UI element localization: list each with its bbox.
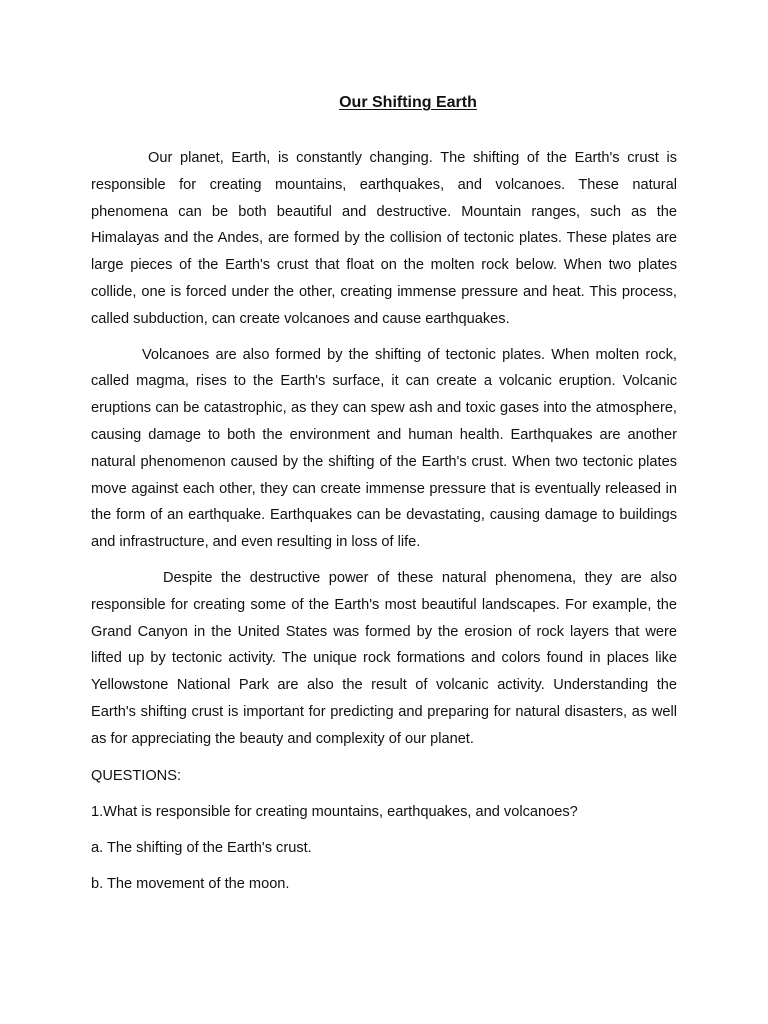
- document-body: [91, 145, 677, 897]
- paragraph-1: Our planet, Earth, is constantly changing. The shifting of the Earth's crust is responsible for creating mountains, earthquakes, and volcanoes. These natural phenomena can be both beautiful and destructive. Mountain ranges, such as the Himalayas and the Andes, are formed by the collision of tectonic plates. These plates are large pieces of the Earth's crust that float on the molten rock below. When two plates collide, one is forced under the other, creating immense pressure and heat. This process, called subduction, can create volcanoes and cause earthquakes.: [91, 150, 677, 327]
- paragraph-3: Despite the destructive power of these natural phenomena, they are also responsible for creating some of the Earth's most beautiful landscapes. For example, the Grand Canyon in the United States was formed by the erosion of rock layers that were lifted up by tectonic activity. The unique rock formations and colors found in places like Yellowstone National Park are also the result of volcanic activity. Understanding the Earth's shifting crust is important for predicting and preparing for natural disasters, as well as for appreciating the beauty and complexity of our planet.: [91, 569, 677, 747]
- paragraph-2: Volcanoes are also formed by the shifting of tectonic plates. When molten rock, called magma, rises to the Earth's surface, it can create a volcanic eruption. Volcanic eruptions can be catastrophic, as they can spew ash and toxic gases into the atmosphere, causing damage to both the environment and human health. Earthquakes are another natural phenomenon caused by the shifting of the Earth's crust. When two tectonic plates move against each other, they can create immense pressure that is eventually released in the form of an earthquake. Earthquakes can be devastating, causing damage to buildings and infrastructure, and even resulting in loss of life.: [91, 346, 677, 551]
- question-1-option-a: a. The shifting of the Earth's crust.: [91, 839, 312, 856]
- document-title: Our Shifting Earth: [339, 94, 477, 111]
- questions-heading: QUESTIONS:: [91, 767, 182, 784]
- question-1-option-b: b. The movement of the moon.: [91, 875, 290, 892]
- question-1-text: 1.What is responsible for creating mountains, earthquakes, and volcanoes?: [91, 803, 578, 820]
